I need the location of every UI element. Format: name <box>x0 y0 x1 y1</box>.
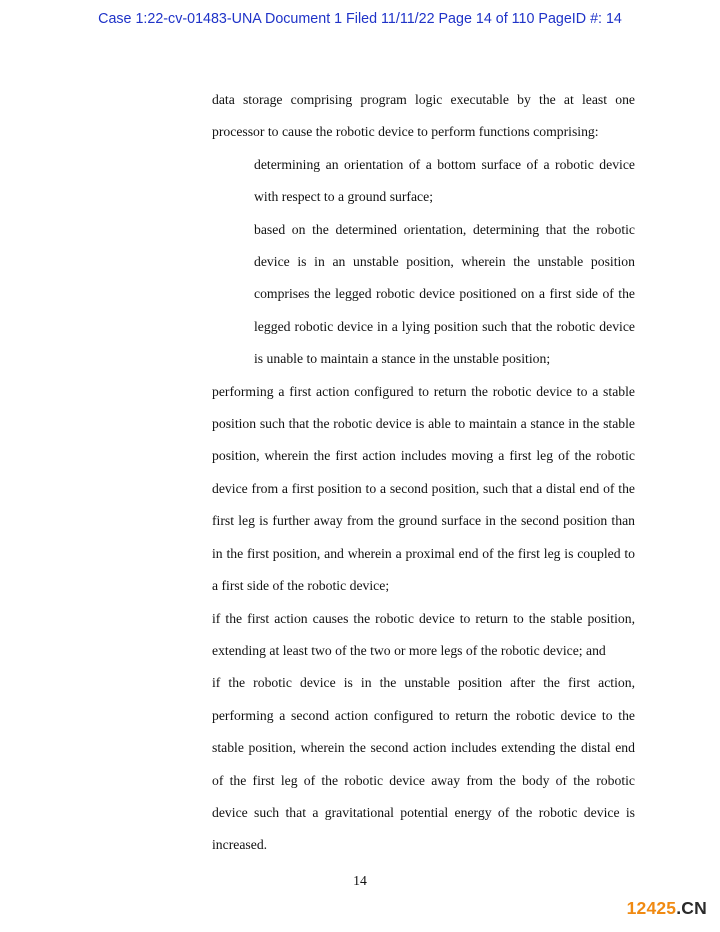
body-paragraph: if the first action causes the robotic device to return to the stable position, extending at least two of the two or more legs of the robotic device; and <box>212 610 635 658</box>
body-paragraph: data storage comprising program logic executable by the at least one processor to cause the robotic device to perform functions comprising: <box>212 92 635 140</box>
body-paragraph: if the robotic device is in the unstable position after the first action, performing a second action configured to return the robotic device to the stable position, wherein the second action includes extending the distal end of the first leg of the robotic device away from the body of the robotic device such that a gravitational potential energy of the robotic device is increased. <box>212 675 635 853</box>
page-number: 14 <box>353 873 367 888</box>
body-paragraph: performing a first action configured to return the robotic device to a stable position such that the robotic device is able to maintain a stance in the stable position, wherein the first action includes moving a first leg of the robotic device from a first position to a second position, such that a distal end of the first leg is further away from the ground surface in the second position than in the first position, and wherein a proximal end of the first leg is coupled to a first side of the robotic device; <box>212 383 635 594</box>
document-body <box>212 84 635 862</box>
body-paragraph-indented: based on the determined orientation, determining that the robotic device is in an unstable position, wherein the unstable position comprises the legged robotic device positioned on a first side of the legged robotic device in a lying position such that the robotic device is unable to maintain a stance in the unstable position; <box>254 221 635 367</box>
watermark-domain: .CN <box>676 898 707 918</box>
site-watermark <box>627 898 707 919</box>
body-paragraph-indented: determining an orientation of a bottom surface of a robotic device with respect to a ground surface; <box>254 156 635 205</box>
watermark-number: 12425 <box>626 898 677 918</box>
case-header: Case 1:22-cv-01483-UNA Document 1 Filed 11/11/22 Page 14 of 110 PageID #: 14 <box>98 11 622 27</box>
